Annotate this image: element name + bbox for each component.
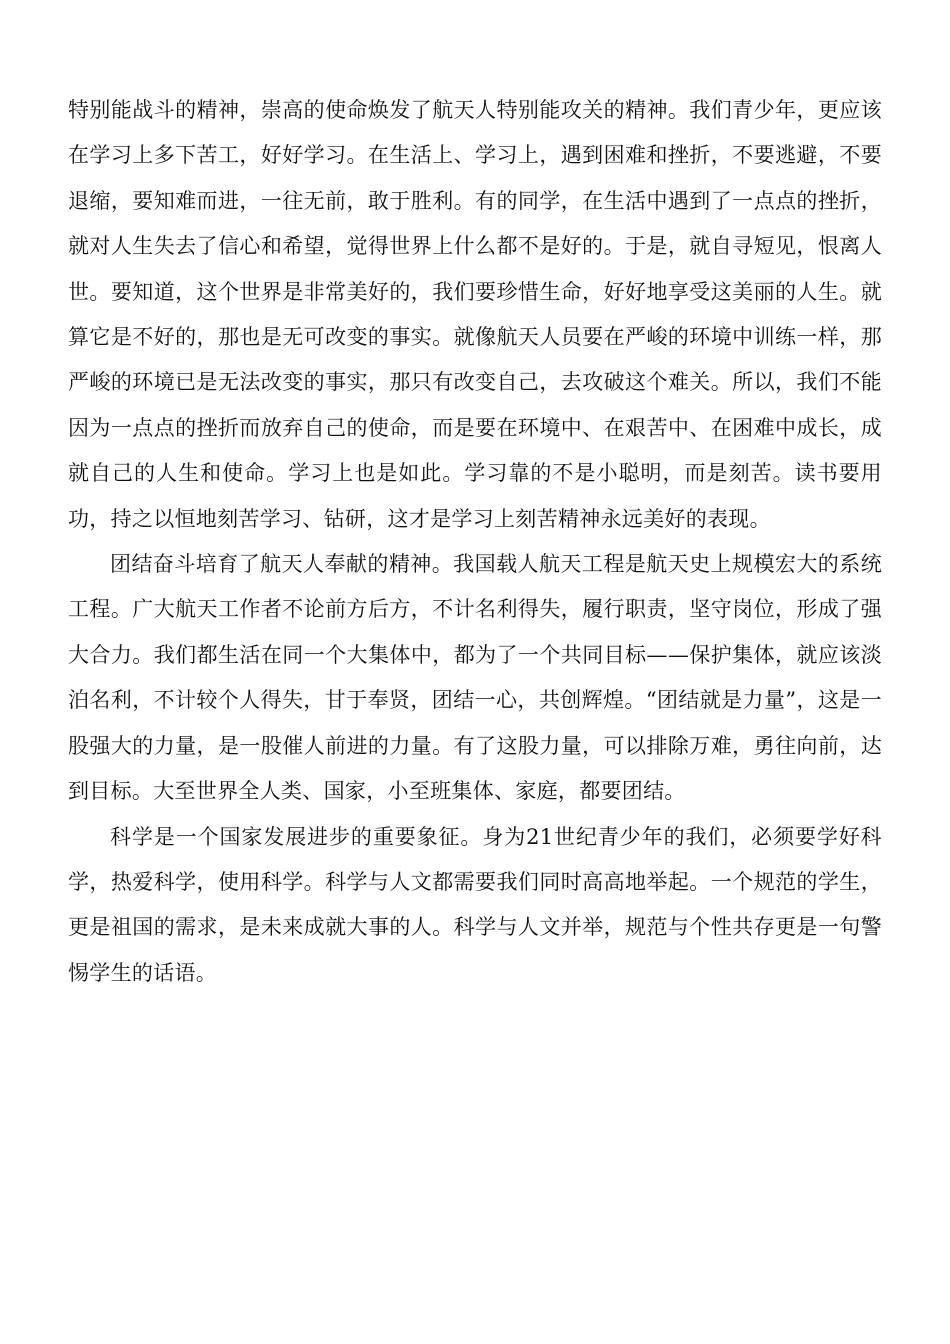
paragraph-continued: 特别能战斗的精神，崇高的使命焕发了航天人特别能攻关的精神。我们青少年，更应该在学习上多下苦工，好好学习。在生活上、学习上，遇到困难和挫折，不要逃避，不要退缩，要知难而进，一往无前，敢于胜利。有的同学，在生活中遇到了一点点的挫折，就对人生失去了信心和希望，觉得世界上什么都不是好的。于是，就自寻短见，恨离人世。要知道，这个世界是非常美好的，我们要珍惜生命，好好地享受这美丽的人生。就算它是不好的，那也是无可改变的事实。就像航天人员要在严峻的环境中训练一样，那严峻的环境已是无法改变的事实，那只有改变自己，去攻破这个难关。所以，我们不能因为一点点的挫折而放弃自己的使命，而是要在环境中、在艰苦中、在困难中成长，成就自己的人生和使命。学习上也是如此。学习靠的不是小聪明，而是刻苦。读书要用功，持之以恒地刻苦学习、钻研，这才是学习上刻苦精神永远美好的表现。 [68,98,882,531]
document-body [68,88,882,996]
paragraph-science: 科学是一个国家发展进步的重要象征。身为21世纪青少年的我们，必须要学好科学，热爱科学，使用科学。科学与人文都需要我们同时高高地举起。一个规范的学生，更是祖国的需求，是未来成就大事的人。科学与人文并举，规范与个性共存更是一句警惕学生的话语。 [68,824,882,985]
paragraph-unity-spirit: 团结奋斗培育了航天人奉献的精神。我国载人航天工程是航天史上规模宏大的系统工程。广大航天工作者不论前方后方，不计名利得失，履行职责，坚守岗位，形成了强大合力。我们都生活在同一个大集体中，都为了一个共同目标——保护集体，就应该淡泊名利，不计较个人得失，甘于奉贤，团结一心，共创辉煌。“团结就是力量”，这是一股强大的力量，是一股催人前进的力量。有了这股力量，可以排除万难，勇往向前，达到目标。大至世界全人类、国家，小至班集体、家庭，都要团结。 [68,552,882,804]
